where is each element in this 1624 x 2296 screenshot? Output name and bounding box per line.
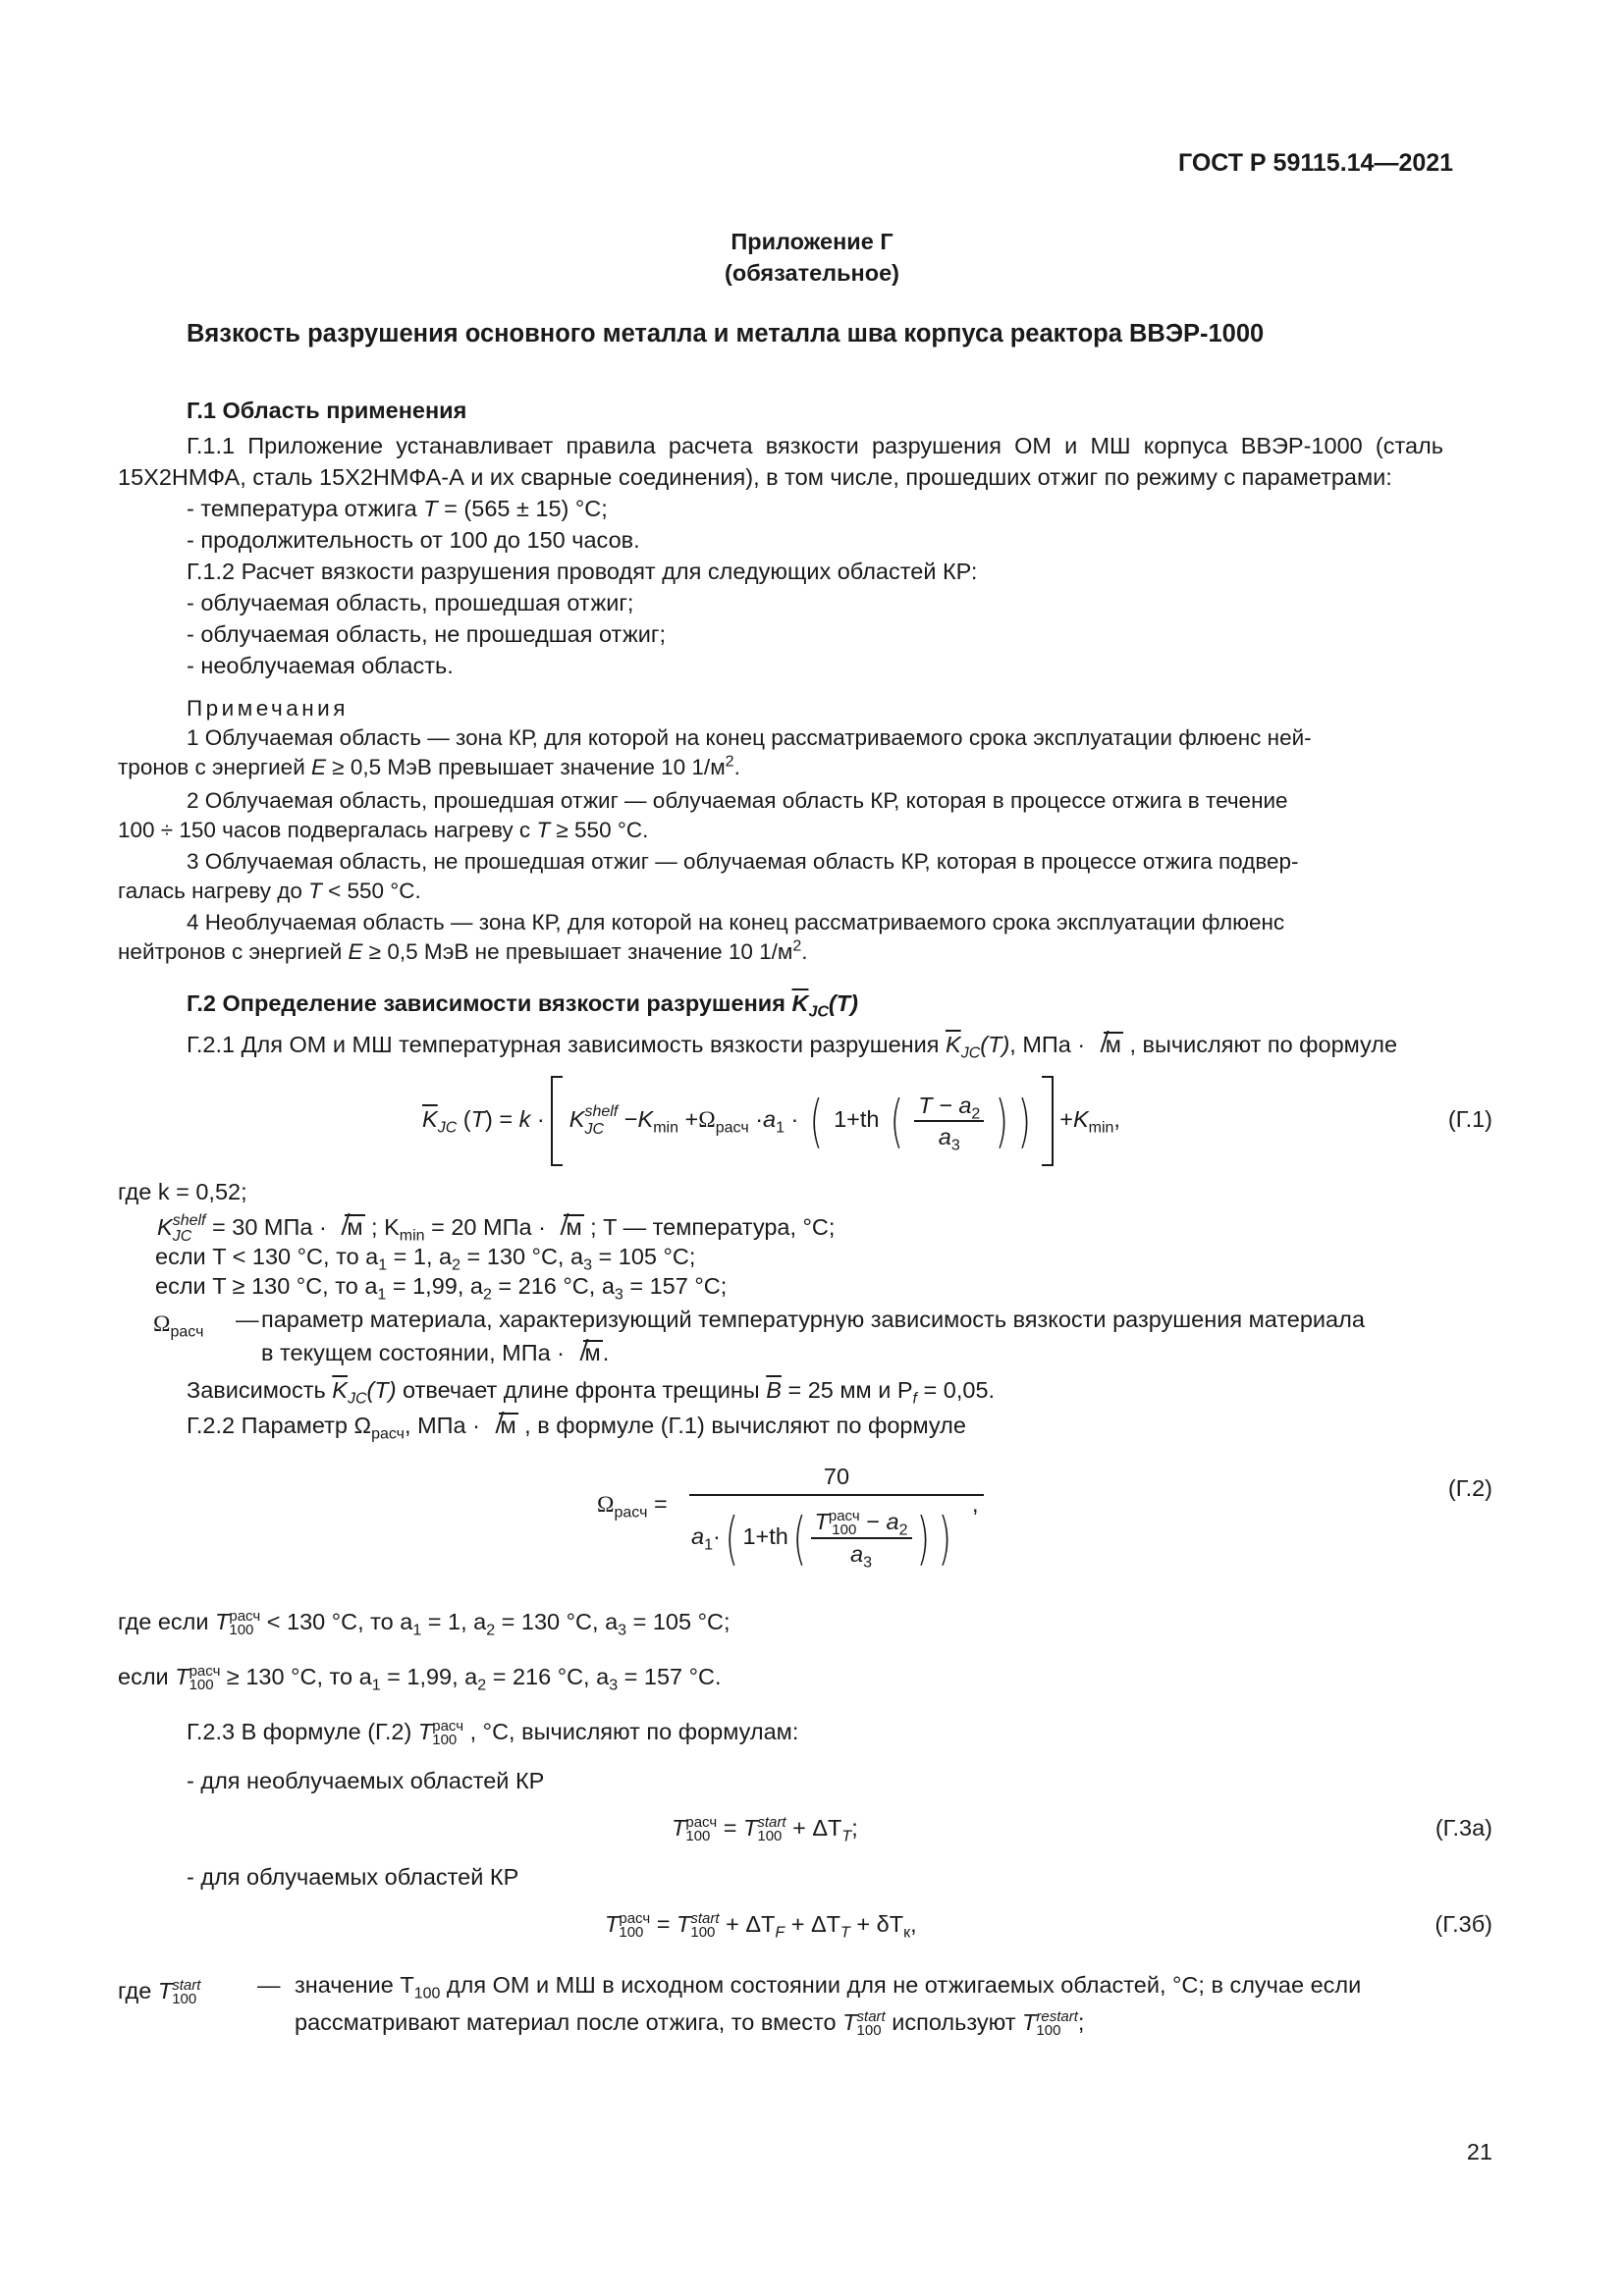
- text: , вычисляют по формуле: [1122, 1032, 1398, 1057]
- text: ; K: [364, 1214, 400, 1240]
- superscript: start: [757, 1813, 786, 1831]
- subscript: JC: [584, 1120, 605, 1138]
- subscript: 100: [685, 1827, 711, 1844]
- equation-g3a: [672, 1812, 858, 1843]
- section-title: Г.1 Область применения: [187, 398, 467, 423]
- note-text: 2 Облучаемая область, прошедшая отжиг — облучаемая область КР, которая в процессе отжига в течение: [187, 788, 1288, 813]
- text: м: [347, 1214, 363, 1240]
- superscript: расч: [229, 1607, 261, 1625]
- text: = 130 °С, a: [495, 1609, 619, 1634]
- page-number: 21: [1466, 2139, 1492, 2164]
- list-item: [187, 493, 608, 524]
- subscript: JC: [437, 1119, 458, 1137]
- note-text: [118, 876, 421, 907]
- text: 1/м: [752, 939, 793, 964]
- lhs: [597, 1488, 668, 1521]
- list-item: - облучаемая область, не прошедшая отжиг;: [187, 621, 667, 647]
- number: 1: [742, 1523, 756, 1549]
- text: м: [584, 1340, 601, 1365]
- symbol: K: [1072, 1106, 1089, 1132]
- where-label: [118, 1975, 200, 2006]
- paragraph: Г.1.1 Приложение устанавливает правила расчета вязкости разрушения ОМ и МШ корпуса ВВЭР-1000 (сталь 15Х2НМФА, сталь 15Х2НМФА-А и их сварные соединения), в том числе, прошедших отжиг по режиму с параметрами:: [118, 433, 1443, 490]
- numerator: 70: [689, 1459, 984, 1496]
- operator: +: [846, 1106, 860, 1132]
- symbol: Ω: [597, 1492, 615, 1518]
- subscript: 1: [704, 1536, 713, 1554]
- text: нейтронов с энергией: [118, 939, 349, 964]
- big-paren: (: [792, 1504, 806, 1572]
- subscript: T: [840, 1924, 850, 1942]
- subscript: 100: [413, 1985, 441, 2002]
- equation-g1: [422, 1072, 1120, 1166]
- definition-text: параметр материала, характеризующий температурную зависимость вязкости разрушения материала: [261, 1307, 1365, 1332]
- text: ;: [1077, 2009, 1085, 2035]
- text: = (565 ± 15) °С;: [437, 496, 608, 521]
- superscript: start: [172, 1976, 201, 1994]
- subscript: 3: [583, 1256, 592, 1274]
- operator: +: [755, 1523, 770, 1549]
- condition: [118, 1661, 722, 1692]
- symbol: a: [691, 1523, 705, 1549]
- subscript: 1: [371, 1677, 381, 1694]
- text: для ОМ и МШ в исходном состоянии для не отжигаемых областей, °С; в случае если: [440, 1972, 1362, 1998]
- text: = 25 мм и P: [781, 1377, 913, 1403]
- equation-number: (Г.1): [1447, 1106, 1492, 1132]
- punctuation: ,: [1113, 1106, 1120, 1132]
- superscript: расч: [432, 1717, 464, 1735]
- subscript: 2: [971, 1105, 981, 1123]
- subscript: JC: [347, 1390, 367, 1408]
- symbol: (T): [828, 990, 858, 1016]
- note-text: 3 Облучаемая область, не прошедшая отжиг — облучаемая область КР, которая в процессе отжига подвер-: [187, 849, 1299, 874]
- text: , °С, вычисляют по формулам:: [463, 1719, 799, 1744]
- subscript: JC: [172, 1227, 192, 1245]
- symbol: $\overline{B}$: [766, 1377, 782, 1403]
- symbol: T: [1022, 2009, 1037, 2035]
- subscript: 100: [1036, 2021, 1061, 2039]
- operator: +: [726, 1911, 739, 1937]
- list-item: - облучаемая область, прошедшая отжиг;: [187, 590, 634, 615]
- operator: +: [684, 1106, 699, 1132]
- superscript: start: [856, 2007, 886, 2025]
- symbol: T: [423, 496, 438, 521]
- document-id: ГОСТ Р 59115.14—2021: [1178, 149, 1454, 177]
- text: галась нагреву до: [118, 879, 309, 903]
- text: = 1,99, a: [380, 1664, 478, 1689]
- numerator: T − a: [918, 1092, 972, 1118]
- paragraph: [187, 1374, 995, 1406]
- symbol: T: [215, 1609, 230, 1634]
- subscript: расч: [614, 1504, 648, 1522]
- subscript: 100: [229, 1621, 254, 1638]
- superscript: расч: [828, 1508, 860, 1525]
- text: используют: [885, 2009, 1023, 2035]
- text: ≥ 0,5 МэВ не превышает значение 10: [362, 939, 753, 964]
- text: ≥ 130 °С, то a: [220, 1664, 372, 1689]
- equation-number: (Г.2): [1447, 1475, 1492, 1501]
- paragraph: Г.1.2 Расчет вязкости разрушения проводят для следующих областей КР:: [187, 559, 978, 584]
- operator: +: [1059, 1106, 1073, 1132]
- subscript: 3: [618, 1622, 627, 1639]
- operator: ·: [790, 1106, 799, 1132]
- symbol: T: [743, 1815, 758, 1841]
- text: если T ≥ 130 °С, то a: [155, 1273, 378, 1299]
- list-item: - для облучаемых областей КР: [187, 1864, 519, 1890]
- subscript: 2: [477, 1677, 487, 1694]
- subscript: min: [653, 1119, 678, 1137]
- text: , МПа ·: [1009, 1032, 1092, 1057]
- text: - температура отжига: [187, 496, 424, 521]
- text: м: [566, 1214, 582, 1240]
- symbol: E: [311, 755, 327, 779]
- symbol: k: [518, 1106, 531, 1132]
- subscript: расч: [715, 1119, 749, 1137]
- subscript: 3: [614, 1286, 623, 1304]
- equation-number: (Г.3б): [1435, 1911, 1492, 1937]
- paragraph: [187, 1410, 966, 1441]
- symbol: $\overline{K}$: [791, 990, 809, 1016]
- annex-subtitle: (обязательное): [725, 260, 899, 286]
- big-paren: ): [1017, 1087, 1031, 1154]
- operator: +: [790, 1911, 805, 1937]
- function: th: [769, 1523, 788, 1549]
- text: .: [801, 939, 808, 964]
- note-text: [118, 752, 740, 783]
- equation-number: (Г.3а): [1435, 1815, 1492, 1841]
- big-paren: ): [916, 1504, 930, 1572]
- subscript: 100: [856, 2021, 882, 2039]
- symbol: K: [157, 1214, 173, 1240]
- symbol: $\overline{K}$: [946, 1032, 961, 1057]
- text: < 550 °С.: [321, 879, 421, 903]
- symbol: T: [470, 1106, 485, 1132]
- subscript: 100: [189, 1676, 214, 1693]
- big-paren: (: [890, 1087, 904, 1154]
- superscript: 2: [725, 753, 734, 771]
- symbol: T: [175, 1664, 189, 1689]
- subscript: 100: [619, 1923, 644, 1941]
- sqrt-symbol: [552, 1211, 583, 1243]
- subscript: T: [841, 1828, 852, 1845]
- symbol: T: [605, 1911, 620, 1937]
- sqrt-symbol: [487, 1410, 518, 1441]
- text: Зависимость: [187, 1377, 333, 1403]
- superscript: расч: [619, 1909, 651, 1927]
- text: рассматривают материал после отжига, то вместо: [295, 2009, 843, 2035]
- text: = 216 °С, a: [486, 1664, 610, 1689]
- text: отвечает длине фронта трещины: [396, 1377, 767, 1403]
- subscript: 1: [378, 1256, 388, 1274]
- fraction: [811, 1507, 912, 1572]
- punctuation: ;: [851, 1815, 858, 1841]
- definition-text: в текущем состоянии, МПа · м.: [261, 1337, 609, 1368]
- text: = 105 °С;: [591, 1244, 696, 1269]
- left-bracket: [551, 1076, 563, 1166]
- symbol: T: [842, 2009, 857, 2035]
- subscript: f: [912, 1390, 917, 1408]
- subscript: 100: [172, 1990, 197, 2007]
- symbol: T: [814, 1509, 829, 1535]
- sqrt-symbol: [333, 1211, 364, 1243]
- condition: [118, 1606, 731, 1637]
- note-text: [118, 815, 648, 846]
- note-text: 4 Необлучаемая область — зона КР, для которой на конец рассматриваемого срока эксплуатации флюенс: [187, 910, 1285, 934]
- text: , МПа ·: [405, 1413, 487, 1438]
- subscript: 3: [950, 1137, 960, 1154]
- symbol: a: [886, 1509, 899, 1535]
- text: < 130 °С, то a: [260, 1609, 413, 1634]
- subscript: 100: [832, 1522, 857, 1539]
- text: = 20 МПа ·: [424, 1214, 553, 1240]
- definition-text: [295, 2006, 1084, 2038]
- superscript: shelf: [584, 1102, 619, 1120]
- subscript: 3: [863, 1554, 872, 1572]
- section-title: [187, 988, 858, 1019]
- operator: =: [653, 1491, 668, 1517]
- sqrt-symbol: [1092, 1029, 1123, 1060]
- notes-title: Примечания: [187, 696, 349, 721]
- operator: −: [866, 1509, 880, 1535]
- subscript: 2: [482, 1286, 492, 1304]
- note-text: [118, 936, 808, 968]
- symbol: ΔT: [745, 1911, 776, 1937]
- text: Г.2.1 Для ОМ и МШ температурная зависимость вязкости разрушения: [187, 1032, 947, 1057]
- paren: (: [462, 1106, 471, 1132]
- subscript: 1: [776, 1119, 785, 1137]
- operator: ·: [536, 1106, 545, 1132]
- operator: +: [792, 1815, 806, 1841]
- symbol: T: [308, 879, 322, 903]
- condition: [155, 1270, 727, 1302]
- sqrt-symbol: [571, 1337, 603, 1368]
- text: , в формуле (Г.1) вычисляют по формуле: [517, 1413, 966, 1438]
- subscript: 3: [609, 1677, 619, 1694]
- symbol: $\overline{K}$: [332, 1377, 348, 1403]
- superscript: restart: [1036, 2007, 1078, 2025]
- subscript: min: [399, 1227, 425, 1245]
- text: м: [500, 1413, 516, 1438]
- text: если: [118, 1664, 176, 1689]
- symbol: ΔT: [810, 1911, 841, 1937]
- text: 100 ÷ 150 часов подвергалась нагреву с: [118, 818, 537, 842]
- symbol: (T): [366, 1377, 397, 1403]
- annex-title: Приложение Г: [731, 229, 893, 254]
- list-item: - для необлучаемых областей КР: [187, 1768, 545, 1793]
- symbol: $\overline{K}$: [422, 1106, 438, 1132]
- text: ≥ 0,5 МэВ превышает значение 10: [326, 755, 686, 779]
- symbol: (T): [980, 1032, 1010, 1057]
- where-k: где k = 0,52;: [118, 1179, 247, 1204]
- symbol: a: [850, 1541, 864, 1568]
- big-paren: ): [938, 1504, 952, 1572]
- symbol: T: [677, 1911, 691, 1937]
- text: = 1, a: [387, 1244, 453, 1269]
- symbol: a: [763, 1106, 777, 1132]
- subscript: 100: [757, 1827, 783, 1844]
- text: = 30 МПа ·: [205, 1214, 334, 1240]
- text: м: [1105, 1032, 1121, 1057]
- text: = 1, a: [421, 1609, 487, 1634]
- superscript: расч: [685, 1813, 718, 1831]
- subscript: F: [775, 1924, 785, 1942]
- text: где если: [118, 1609, 216, 1634]
- text: = 130 °С, a: [460, 1244, 584, 1269]
- text: где: [118, 1978, 158, 2003]
- operator: =: [499, 1106, 514, 1132]
- subscript: 100: [432, 1731, 458, 1748]
- number: 1: [834, 1106, 847, 1132]
- symbol: T: [417, 1719, 433, 1744]
- operator: =: [723, 1815, 737, 1841]
- symbol: Ω: [698, 1107, 716, 1133]
- symbol: K: [637, 1106, 654, 1132]
- subscript: 100: [690, 1923, 716, 1941]
- text: тронов с энергией: [118, 755, 312, 779]
- operator: ·: [712, 1523, 721, 1549]
- condition: [155, 1241, 695, 1272]
- omega-symbol: [153, 1308, 203, 1340]
- paragraph: [187, 1029, 1397, 1060]
- symbol: Ω: [153, 1311, 171, 1337]
- text: = 105 °С;: [626, 1609, 731, 1634]
- text: ; T — температура, °С;: [583, 1214, 836, 1240]
- superscript: 2: [792, 937, 802, 955]
- text: если T < 130 °С, то a: [155, 1244, 379, 1269]
- note-text: 1 Облучаемая область — зона КР, для которой на конец рассматриваемого срока эксплуатации флюенс ней-: [187, 725, 1312, 750]
- list-item: - продолжительность от 100 до 150 часов.: [187, 527, 640, 553]
- subscript: 1: [412, 1622, 422, 1639]
- punctuation: ,: [910, 1911, 917, 1937]
- text: Г.2.3 В формуле (Г.2): [187, 1719, 418, 1744]
- operator: =: [656, 1911, 671, 1937]
- text: значение T: [295, 1972, 414, 1998]
- subscript: 2: [452, 1256, 461, 1274]
- superscript: start: [690, 1909, 720, 1927]
- paren: ): [484, 1106, 493, 1132]
- function: th: [859, 1106, 880, 1132]
- subscript: JC: [960, 1044, 981, 1062]
- text: ≥ 550 °С.: [550, 818, 649, 842]
- symbol: E: [348, 939, 363, 964]
- subscript: 2: [898, 1522, 908, 1540]
- subscript: JC: [808, 1003, 829, 1021]
- text: = 157 °С.: [618, 1664, 722, 1689]
- text: = 1,99, a: [386, 1273, 483, 1299]
- text: Г.2 Определение зависимости вязкости разрушения: [187, 990, 792, 1016]
- text: в текущем состоянии, МПа ·: [261, 1340, 571, 1365]
- text: Г.2.2 Параметр Ω: [187, 1413, 372, 1438]
- right-bracket: [1042, 1076, 1054, 1166]
- list-item: - необлучаемая область.: [187, 653, 454, 678]
- operator: ·: [755, 1106, 764, 1132]
- paragraph: [187, 1716, 798, 1747]
- big-paren: (: [809, 1087, 824, 1154]
- big-paren: ): [995, 1087, 1008, 1154]
- symbol: T: [672, 1815, 686, 1841]
- subscript: расч: [371, 1425, 406, 1443]
- dash: —: [257, 1972, 281, 1998]
- text: = 157 °С;: [623, 1273, 728, 1299]
- subscript: 1: [377, 1286, 387, 1304]
- text: = 0,05.: [917, 1377, 996, 1403]
- subscript: 2: [486, 1622, 496, 1639]
- subscript: min: [1088, 1119, 1114, 1137]
- text: = 216 °С, a: [491, 1273, 615, 1299]
- dash: —: [236, 1307, 259, 1332]
- kshelf-def: [157, 1211, 835, 1245]
- operator: −: [623, 1106, 638, 1132]
- definition-text: [295, 1969, 1361, 2001]
- text: .: [733, 755, 740, 779]
- symbol: K: [568, 1106, 585, 1132]
- superscript: shelf: [172, 1211, 206, 1229]
- equation-g3b: [605, 1908, 917, 1940]
- symbol: T: [536, 818, 551, 842]
- operator: +: [856, 1911, 871, 1937]
- fraction: [914, 1091, 984, 1154]
- main-title: Вязкость разрушения основного металла и металла шва корпуса реактора ВВЭР-1000: [187, 320, 1265, 347]
- denominator: [691, 1494, 956, 1578]
- text: 1/м: [685, 755, 726, 779]
- subscript: к: [903, 1924, 911, 1942]
- superscript: расч: [189, 1662, 221, 1680]
- symbol: δT: [876, 1911, 904, 1937]
- symbol: T: [157, 1978, 173, 2003]
- big-paren: (: [725, 1504, 738, 1572]
- symbol: ΔT: [812, 1815, 842, 1841]
- punctuation: ,: [972, 1491, 979, 1517]
- subscript: расч: [170, 1323, 204, 1341]
- denominator: a: [938, 1123, 951, 1149]
